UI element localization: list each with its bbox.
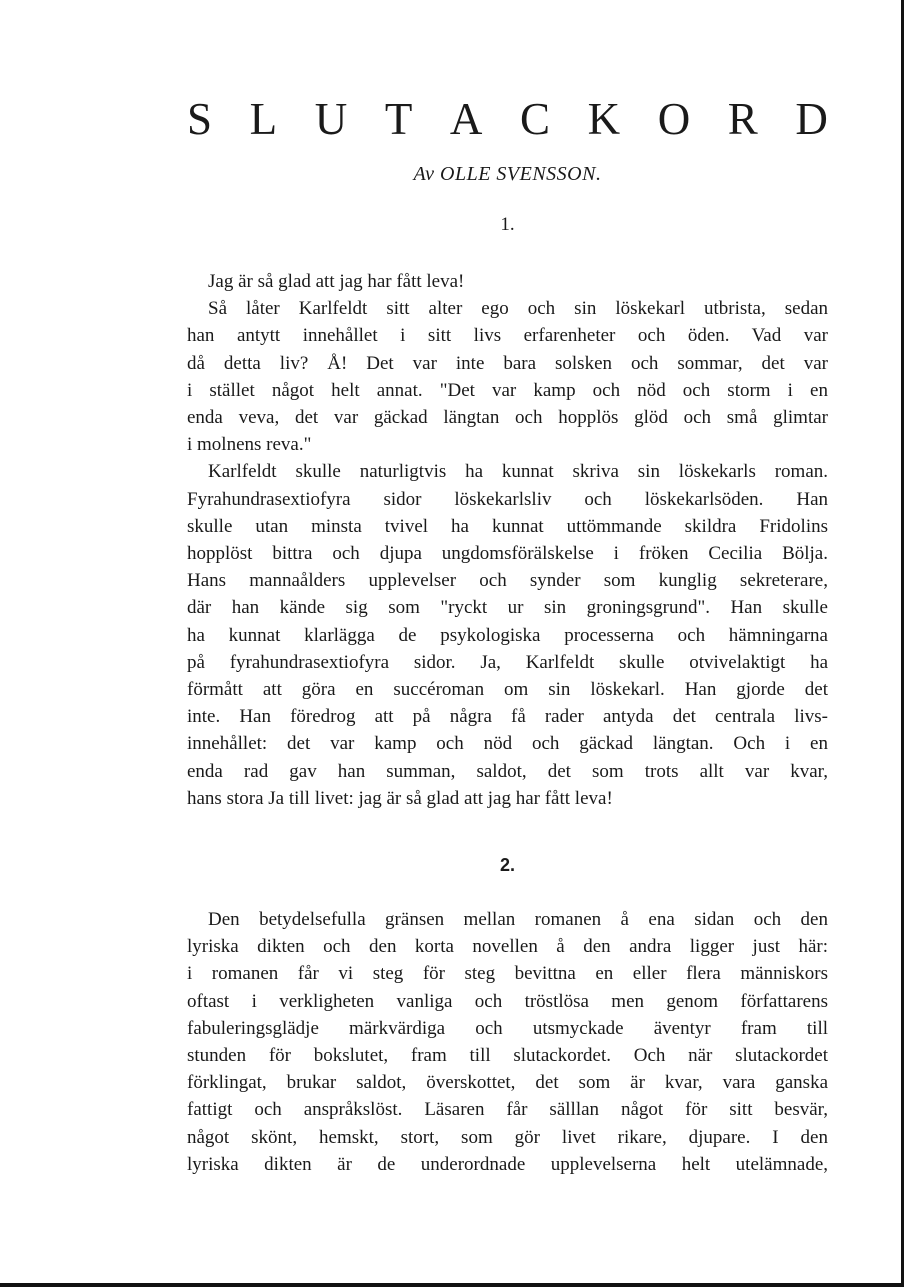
title-letter: L (249, 94, 278, 144)
text-line: hans stora Ja till livet: jag är så glad att jag har fått leva! (187, 787, 613, 809)
text-line: något skönt, hemskt, stort, som gör livet rikare, djupare. I den (187, 1126, 828, 1148)
text-line: ha kunnat klarlägga de psykologiska processerna och hämningarna (187, 624, 828, 646)
text-line: Fyrahundrasextiofyra sidor löskekarlsliv och löskekarlsöden. Han (187, 488, 828, 510)
text-line: Så låter Karlfeldt sitt alter ego och sin löskekarl utbrista, sedan (208, 298, 828, 320)
page-title (187, 88, 828, 150)
text-line: Den betydelsefulla gränsen mellan romanen å ena sidan och den (208, 909, 828, 931)
title-letter: A (449, 94, 483, 144)
text-line: fabuleringsglädje märkvärdiga och utsmyckade äventyr fram till (187, 1017, 828, 1039)
text-line: Karlfeldt skulle naturligtvis ha kunnat skriva sin löskekarls roman. (208, 461, 828, 483)
section-1 (187, 268, 828, 812)
text-line: han antytt innehållet i sitt livs erfarenheter och öden. Vad var (187, 325, 828, 347)
text-line: lyriska dikten är de underordnade upplevelserna helt utelämnade, (187, 1153, 828, 1175)
text-line: stunden för bokslutet, fram till slutackordet. Och när slutackordet (187, 1045, 828, 1067)
text-line: inte. Han föredrog att på några få rader antyda det centrala livs- (187, 706, 828, 728)
text-line: fattigt och anspråkslöst. Läsaren får sälllan något för sitt besvär, (187, 1099, 828, 1121)
title-letter: D (795, 94, 828, 144)
text-line: Jag är så glad att jag har fått leva! (208, 271, 465, 292)
text-line: i molnens reva." (187, 434, 312, 456)
author-byline: Av OLLE SVENSSON. (413, 163, 602, 185)
text-line: innehållet: det var kamp och nöd och gäckad längtan. Och i en (187, 733, 828, 755)
text-line: förmått att göra en succéroman om sin löskekarl. Han gjorde det (187, 679, 828, 701)
title-letter: O (657, 94, 691, 144)
text-line: där han kände sig som "ryckt ur sin groningsgrund". Han skulle (187, 597, 828, 619)
text-line: då detta liv? Å! Det var inte bara solsken och sommar, det var (187, 352, 828, 374)
section-number: 1. (500, 214, 515, 235)
paragraph (187, 268, 828, 295)
text-line: på fyrahundrasextiofyra sidor. Ja, Karlfeldt skulle otvivelaktigt ha (187, 651, 828, 673)
title-letter: S (187, 94, 213, 144)
page-edge-bottom (0, 1283, 904, 1287)
text-line: skulle utan minsta tvivel ha kunnat uttömmande skildra Fridolins (187, 515, 828, 537)
title-letter: K (587, 94, 621, 144)
text-line: förklingat, brukar saldot, överskottet, det som är kvar, vara ganska (187, 1072, 828, 1094)
document-page (187, 88, 828, 1178)
text-line: oftast i verkligheten vanliga och tröstlösa men genom författarens (187, 990, 828, 1012)
text-line: hopplöst bittra och djupa ungdomsförälskelse i fröken Cecilia Bölja. (187, 543, 828, 565)
section-number: 2. (499, 855, 515, 876)
section-2 (187, 906, 828, 1178)
text-line: Hans mannaålders upplevelser och synder som kunglig sekreterare, (187, 570, 828, 592)
title-letter: T (384, 94, 413, 144)
text-line: lyriska dikten och den korta novellen å den andra ligger just här: (187, 936, 828, 958)
title-letter: U (314, 94, 348, 144)
text-line: i romanen får vi steg för steg bevittna en eller flera människors (187, 963, 828, 985)
text-line: i stället något helt annat. "Det var kamp och nöd och storm i en (187, 379, 828, 401)
title-letter: C (520, 94, 551, 144)
paragraph (187, 906, 828, 1178)
text-line: enda rad gav han summan, saldot, det som trots allt var kvar, (187, 760, 828, 782)
paragraph (187, 295, 828, 458)
text-line: enda veva, det var gäckad längtan och hopplös glöd och små glimtar (187, 407, 828, 429)
paragraph (187, 458, 828, 812)
title-letter: R (727, 94, 758, 144)
